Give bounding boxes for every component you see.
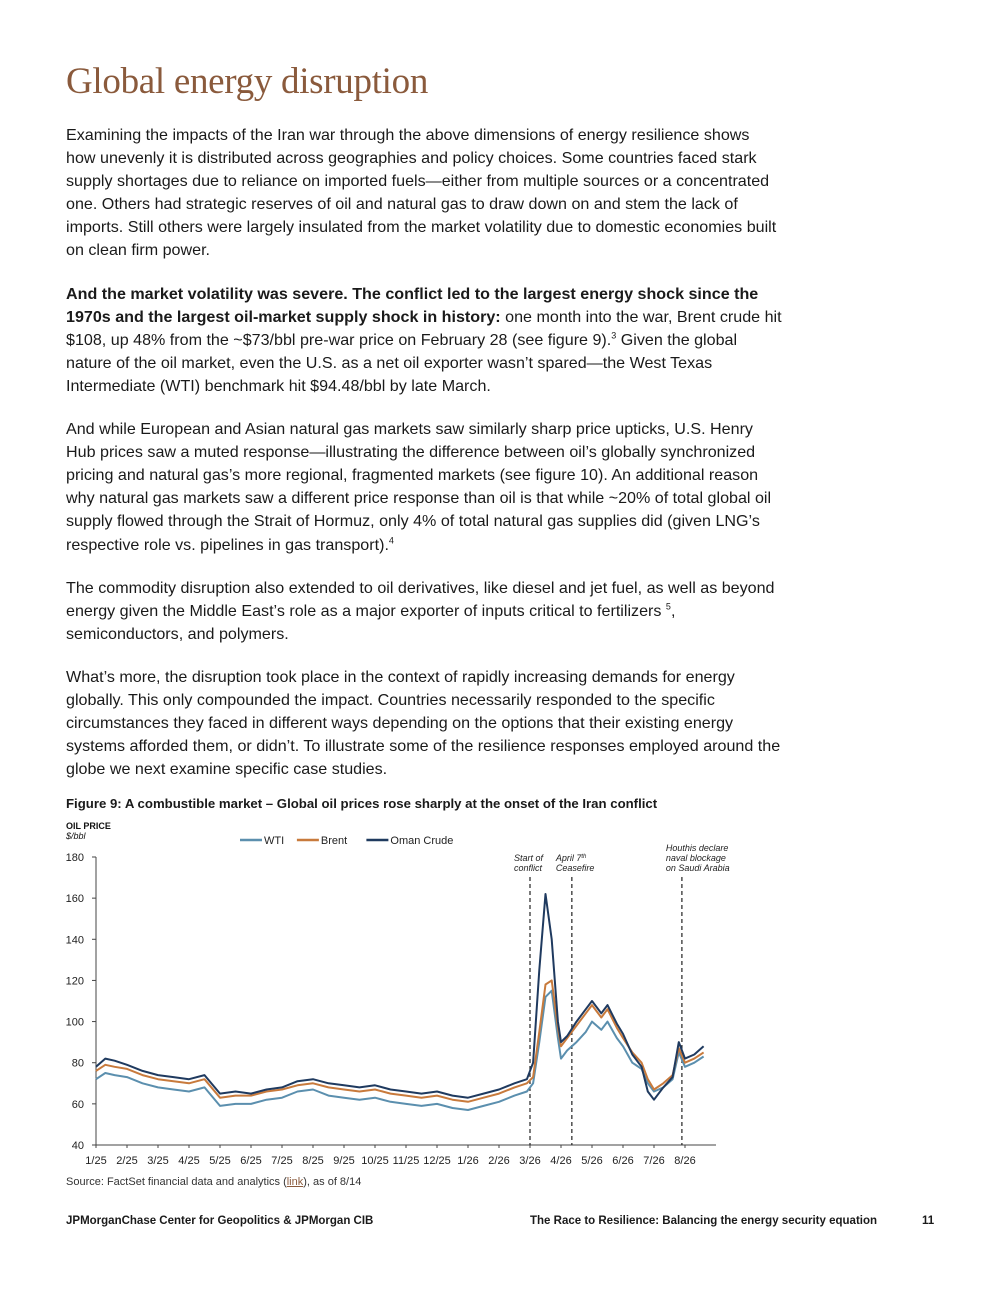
event-annotation-sup: th	[581, 854, 587, 860]
x-tick-label: 12/25	[423, 1155, 451, 1167]
x-tick-label: 5/25	[209, 1155, 231, 1167]
x-tick-label: 1/25	[85, 1155, 107, 1167]
x-tick-label: 4/26	[550, 1155, 572, 1167]
x-tick-label: 4/25	[178, 1155, 200, 1167]
source-link[interactable]: link	[286, 1176, 304, 1188]
y-tick-label: 160	[65, 893, 84, 906]
paragraph-text: The commodity disruption also extended to oil derivatives, like diesel and jet fuel, as well as beyond energy given the Middle East’s role as a major exporter of inputs critical to fertilizers	[66, 578, 775, 620]
figure-title: Figure 9: A combustible market – Global oil prices rose sharply at the onset of the Iran conflict	[66, 796, 658, 811]
x-tick-label: 2/26	[488, 1155, 510, 1167]
footer-report-title: The Race to Resilience: Balancing the energy security equation	[530, 1215, 878, 1227]
y-tick-label: 80	[71, 1057, 84, 1070]
x-tick-label: 1/26	[457, 1155, 479, 1167]
footnote-ref[interactable]: 3	[611, 330, 617, 341]
legend-label: Brent	[320, 835, 348, 847]
x-tick-label: 11/25	[392, 1155, 420, 1167]
figure-source	[66, 1176, 361, 1188]
footnote-ref[interactable]: 5	[665, 601, 671, 612]
footer-org: JPMorganChase Center for Geopolitics & JPMorgan CIB	[66, 1215, 374, 1227]
paragraph-text: And while European and Asian natural gas markets saw similarly sharp price upticks, U.S. Henry Hub prices saw a muted response—illustrating the difference between oil’s globally synchronized pricing and natural gas’s more regional, fragmented markets (see figure 10). An additional reason why natural gas markets saw a different price response than oil is that while ~20% of total global oil supply flowed through the Strait of Hormuz, only 4% of total natural gas supplies did (given LNG’s respective role vs. pipelines in gas transport).	[66, 420, 772, 554]
y-tick-label: 40	[71, 1140, 84, 1152]
x-tick-label: 5/26	[581, 1155, 603, 1167]
legend-label: Oman Crude	[390, 835, 454, 847]
legend-label: WTI	[264, 835, 285, 847]
paragraph	[66, 283, 782, 398]
paragraph	[66, 418, 782, 557]
series-line-brent	[96, 980, 704, 1101]
x-tick-label: 3/25	[147, 1155, 169, 1167]
x-tick-label: 9/25	[333, 1155, 355, 1167]
event-annotation-label: Ceasefire	[555, 863, 595, 873]
series-line-oman-crude	[96, 894, 704, 1100]
source-prefix: Source: FactSet financial data and analytics (	[66, 1176, 287, 1188]
event-annotation-label: naval blockage	[665, 853, 726, 863]
paragraph-text: , semiconductors, and polymers.	[66, 601, 676, 643]
x-tick-label: 2/25	[116, 1155, 138, 1167]
body-text	[66, 124, 782, 801]
x-tick-label: 6/26	[612, 1155, 634, 1167]
paragraph-text: Given the global nature of the oil market, even the U.S. as a net oil exporter wasn’t spared—the West Texas Intermediate (WTI) benchmark hit $94.48/bbl by late March.	[66, 330, 738, 395]
event-annotation-label: Start of	[514, 853, 544, 863]
page-number: 11	[922, 1215, 935, 1227]
source-suffix: ), as of 8/14	[303, 1176, 362, 1188]
footnote-ref[interactable]: 4	[388, 535, 394, 546]
x-tick-label: 8/26	[674, 1155, 696, 1167]
event-annotation-label: April 7th	[555, 853, 587, 863]
series-line-wti	[96, 991, 704, 1110]
paragraph-text: What’s more, the disruption took place in the context of rapidly increasing demands for energy globally. This only compounded the impact. Countries necessarily responded to the specific circumstances they faced in different ways depending on the options that their existing energy systems afforded them, or didn’t. To illustrate some of the resilience responses employed around the globe we next examine specific case studies.	[66, 667, 781, 779]
y-axis-unit: $/bbl	[66, 831, 86, 841]
x-tick-label: 3/26	[519, 1155, 541, 1167]
paragraph-lead-bold: And the market volatility was severe. The conflict led to the largest energy shock since the 1970s and the largest oil-market supply shock in history:	[66, 284, 759, 326]
y-tick-label: 120	[65, 975, 84, 988]
page-title: Global energy disruption	[66, 61, 429, 102]
y-tick-label: 180	[65, 852, 84, 864]
paragraph	[66, 666, 782, 781]
event-annotation-label: Houthis declare	[665, 843, 729, 853]
oil-price-chart	[60, 815, 750, 1175]
x-tick-label: 8/25	[302, 1155, 324, 1167]
y-tick-label: 60	[71, 1098, 84, 1111]
event-annotation-label: conflict	[514, 863, 543, 873]
x-tick-label: 6/25	[240, 1155, 262, 1167]
y-tick-label: 100	[65, 1016, 84, 1029]
y-tick-label: 140	[65, 934, 84, 947]
x-tick-label: 7/25	[271, 1155, 293, 1167]
paragraph	[66, 124, 782, 263]
paragraph-text: Examining the impacts of the Iran war through the above dimensions of energy resilience shows how unevenly it is distributed across geographies and policy choices. Some countries faced stark supply shortages due to reliance on imported fuels—either from multiple sources or a concentrated one. Others had strategic reserves of oil and natural gas to draw down on and stem the lack of imports. Still others were largely insulated from the market volatility due to domestic economies built on clean firm power.	[66, 126, 777, 260]
x-tick-label: 7/26	[643, 1155, 665, 1167]
x-tick-label: 10/25	[361, 1155, 389, 1167]
event-annotation-label: on Saudi Arabia	[665, 863, 730, 873]
paragraph	[66, 577, 782, 646]
y-axis-title: OIL PRICE	[66, 821, 111, 831]
paragraph-text: one month into the war, Brent crude hit $108, up 48% from the ~$73/bbl pre-war price on February 28 (see figure 9).	[66, 307, 782, 349]
